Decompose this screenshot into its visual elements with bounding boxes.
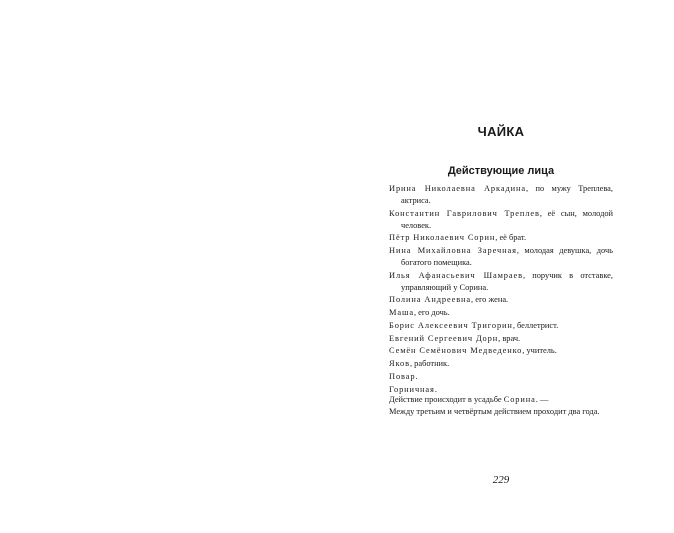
cast-name: Семён Семёнович Медведенко xyxy=(389,346,523,356)
cast-name: Пётр Николаевич Сорин xyxy=(389,233,496,243)
cast-name: Илья Афанасьевич Шамраев xyxy=(389,270,523,280)
interval-note: Между третьим и четвёртым действием проходит два года. xyxy=(389,407,600,417)
cast-description: , её брат. xyxy=(495,233,527,243)
setting-place: Сорина xyxy=(503,395,536,404)
cast-item xyxy=(389,232,613,245)
cast-description: , учитель. xyxy=(522,346,557,356)
cast-item xyxy=(389,320,613,333)
cast-name: Маша xyxy=(389,307,414,317)
cast-name: Повар xyxy=(389,371,416,381)
cast-item xyxy=(389,245,613,270)
stage-notes xyxy=(389,394,613,419)
cast-name: Яков xyxy=(389,359,410,369)
setting-text: Действие происходит в усадьбе xyxy=(389,395,504,404)
cast-item xyxy=(389,307,613,320)
cast-item xyxy=(389,208,613,233)
cast-item xyxy=(389,371,613,384)
cast-description: , его жена. xyxy=(471,295,509,305)
cast-name: Ирина Николаевна Аркадина xyxy=(389,184,527,193)
cast-item xyxy=(389,294,613,307)
setting-note xyxy=(389,394,613,406)
cast-name: Нина Михайловна Заречная xyxy=(389,245,517,255)
cast-description: , врач. xyxy=(498,333,521,343)
cast-description: , беллетрист. xyxy=(512,320,559,330)
cast-name: Константин Гаврилович Треплев xyxy=(389,208,540,218)
cast-item xyxy=(389,183,613,208)
page-number: 229 xyxy=(492,474,510,486)
cast-list xyxy=(389,183,613,397)
cast-name: Евгений Сергеевич Дорн xyxy=(389,333,499,343)
cast-description: , поручик в отставке, управляющий у Сорина. xyxy=(401,270,613,292)
cast-name: Горничная xyxy=(389,384,435,394)
cast-description: , по мужу Треплева, актриса. xyxy=(401,184,613,206)
cast-item xyxy=(389,345,613,358)
play-title: ЧАЙКА xyxy=(477,124,525,139)
cast-name: Полина Андреевна xyxy=(389,295,472,305)
cast-item xyxy=(389,333,613,346)
cast-description: . xyxy=(415,371,418,381)
cast-heading: Действующие лица xyxy=(447,165,555,177)
cast-description: , молодая девушка, дочь богатого помещика. xyxy=(401,245,613,268)
cast-description: , работник. xyxy=(409,359,450,369)
cast-description: , его дочь. xyxy=(413,307,450,317)
cast-description: , её сын, молодой человек. xyxy=(401,208,613,230)
cast-description: . xyxy=(434,384,437,394)
cast-name: Борис Алексеевич Тригорин xyxy=(389,320,513,330)
setting-suffix: . — xyxy=(535,395,549,404)
cast-item xyxy=(389,270,613,295)
cast-item xyxy=(389,358,613,371)
